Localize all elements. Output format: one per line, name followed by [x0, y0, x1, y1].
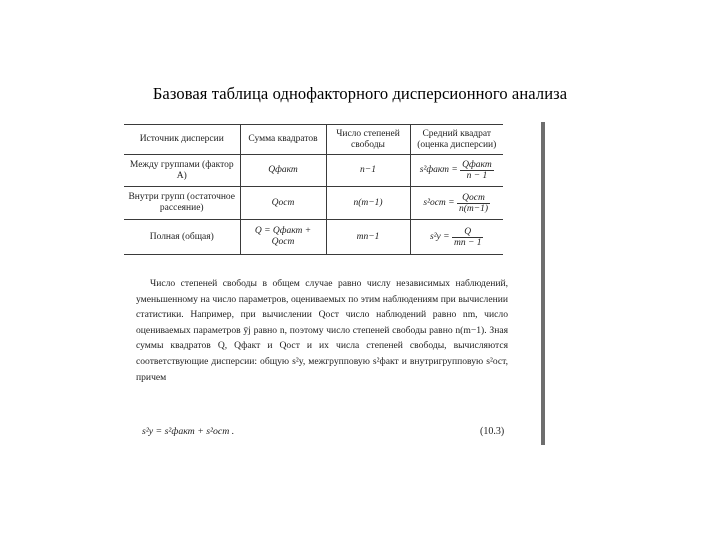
cell-df: n(m−1)	[326, 187, 410, 220]
cell-ms	[410, 187, 503, 220]
ms-numerator: Qост	[457, 193, 490, 204]
body-paragraph: Число степеней свободы в общем случае равно числу независимых наблюдений, уменьшенному на число параметров, оцениваемых по этим наблюдениям при вычислении статистики. Например, при вычислении Qост число наблюдений равно nm, число оцениваемых параметров ȳj равно n, поэтому число степеней свободы равно n(m−1). Зная суммы квадратов Q, Qфакт и Qост и их числа степеней свободы, вычисляются соответствующие дисперсии: общую s²y, межгрупповую s²факт и внутригрупповую s²ост, причем	[136, 278, 508, 383]
ms-fraction	[452, 227, 484, 248]
cell-source: Полная (общая)	[124, 220, 240, 255]
anova-table	[124, 124, 503, 255]
cell-df: mn−1	[326, 220, 410, 255]
cell-ss: Qфакт	[240, 155, 326, 187]
variance-formula: s²y = s²факт + s²ост .	[142, 426, 235, 437]
page-title: Базовая таблица однофакторного дисперсионного анализа	[152, 84, 568, 103]
ms-denominator: n(m−1)	[458, 203, 489, 214]
cell-ss: Qост	[240, 187, 326, 220]
ms-numerator: Qфакт	[462, 160, 492, 170]
cell-ms	[410, 220, 503, 255]
equation-number: (10.3)	[480, 426, 505, 437]
header-source: Источник дисперсии	[124, 125, 240, 155]
ms-fraction	[457, 193, 490, 214]
ms-denominator: n − 1	[466, 171, 488, 181]
ms-label: s²факт =	[419, 165, 458, 175]
header-degrees-of-freedom: Число степеней свободы	[326, 125, 410, 155]
table-row	[124, 187, 503, 220]
header-sum-of-squares: Сумма квадратов	[240, 125, 326, 155]
table-row	[124, 155, 503, 187]
table-header-row	[124, 125, 503, 155]
cell-df: n−1	[326, 155, 410, 187]
table-row	[124, 220, 503, 255]
scanned-page	[120, 120, 550, 445]
ms-fraction	[460, 160, 494, 181]
header-mean-square: Средний квадрат (оценка дисперсии)	[410, 125, 503, 155]
ms-label: s²y =	[430, 231, 450, 242]
cell-ms	[410, 155, 503, 187]
cell-source: Внутри групп (остаточное рассеяние)	[124, 187, 240, 220]
ms-denominator: mn − 1	[453, 237, 482, 248]
ms-numerator: Q	[452, 227, 484, 238]
cell-source: Между группами (фактор A)	[124, 155, 240, 187]
ms-label: s²ост =	[423, 197, 455, 208]
scan-edge-divider	[541, 122, 545, 445]
cell-ss: Q = Qфакт + Qост	[240, 220, 326, 255]
